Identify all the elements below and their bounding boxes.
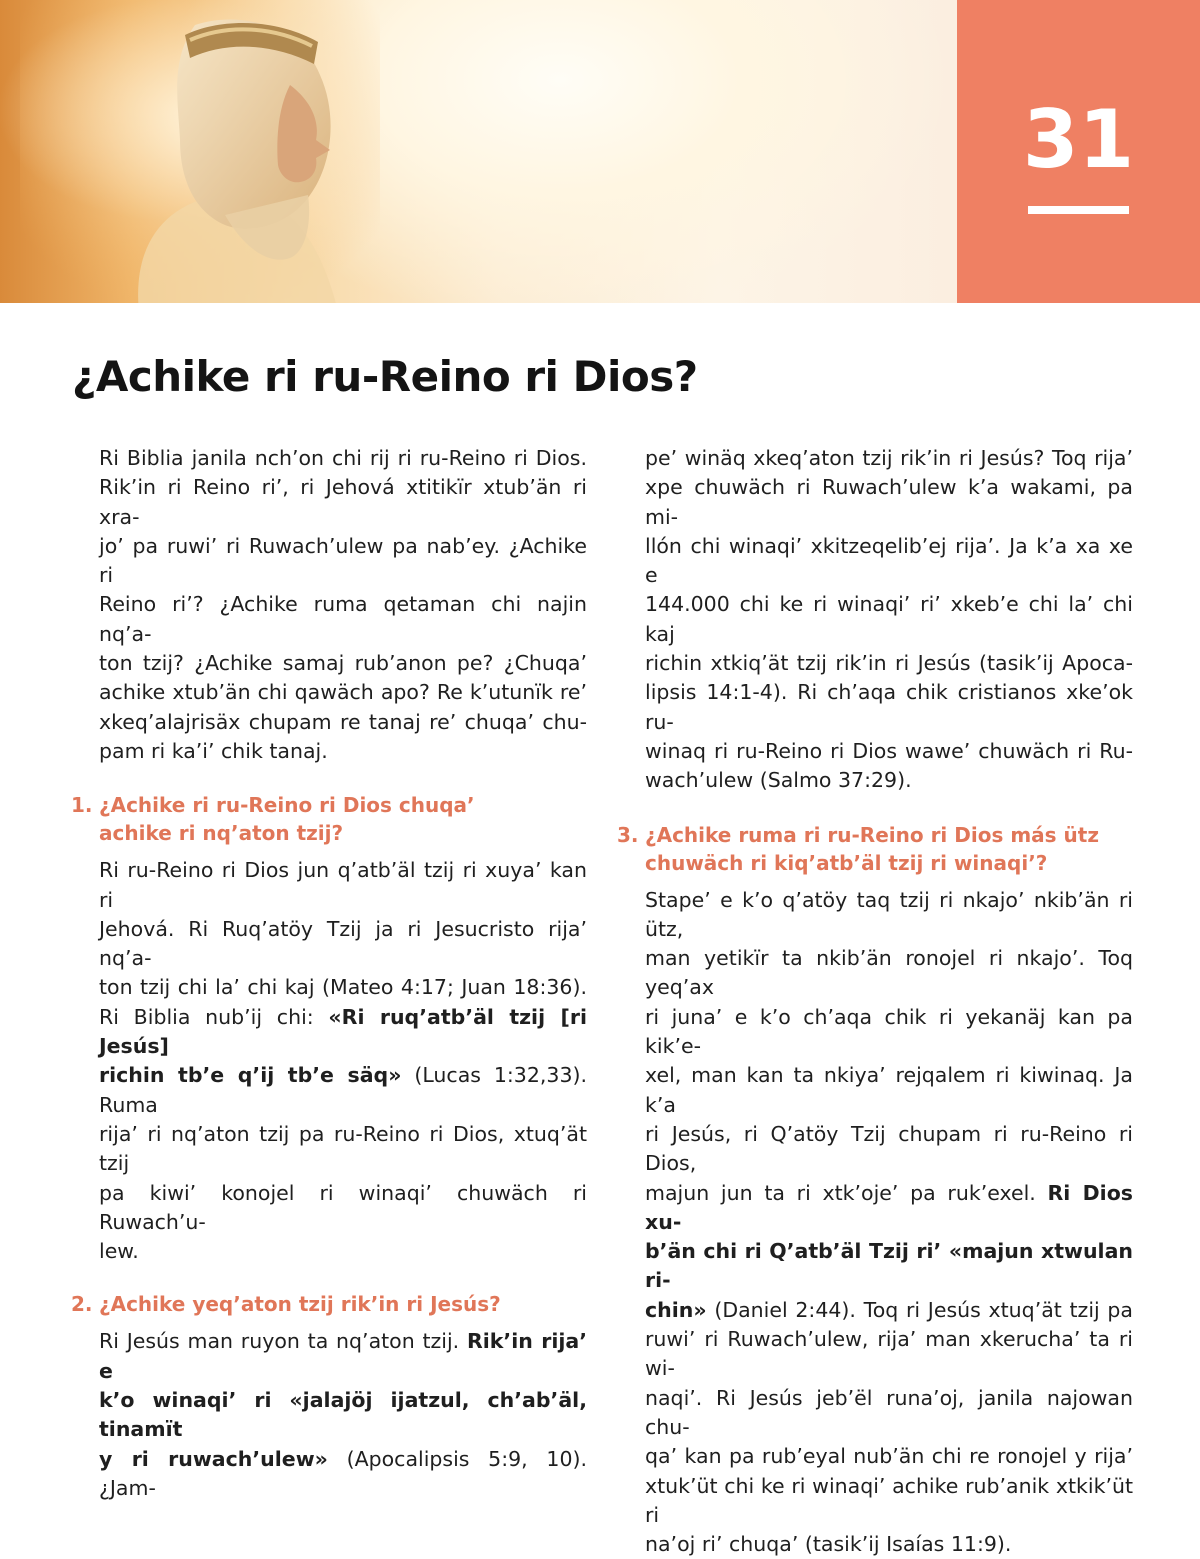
text-line: Reino ri’? ¿Achike ruma qetaman chi najin nq’a- (99, 592, 587, 646)
text-line: Ri ru-Reino ri Dios jun q’atb’äl tzij ri xuya’ kan ri (99, 858, 587, 912)
text-line: na’oj ri’ chuqa’ (tasik’ij Isaías 11:9). (645, 1532, 1012, 1557)
left-column (71, 444, 588, 1503)
text-line: xpe chuwäch ri Ruwach’ulew k’a wakami, pa mi- (645, 475, 1133, 529)
question-line: ¿Achike ri ru-Reino ri Dios chuqa’ (99, 793, 475, 818)
hero-image (0, 0, 957, 303)
text-line: jo’ pa ruwi’ ri Ruwach’ulew pa nab’ey. ¿Achike ri (99, 533, 587, 588)
text-line: rija’ ri nq’aton tzij pa ru-Reino ri Dios, xtuq’ät tzij (99, 1121, 587, 1176)
text-line: pam ri ka’i’ chik tanaj. (99, 738, 328, 763)
text-line: y ri ruwach’ulew» (Apocalipsis 5:9, 10). ¿Jam- (99, 1446, 587, 1500)
text-line: lipsis 14:1-4). Ri ch’aqa chik cristianos xke’ok ru- (645, 680, 1133, 734)
text-line: Ri Jesús man ruyon ta nq’aton tzij. Rik’in rija’ e (99, 1329, 588, 1383)
text-line: b’än chi ri Q’atb’äl Tzij ri’ «majun xtwulan ri- (645, 1239, 1133, 1293)
continuation-paragraph (645, 444, 1133, 796)
text-line: Rik’in ri Reino ri’, ri Jehová xtitikïr xtub’än ri xra- (99, 475, 587, 529)
text-line: Ri Biblia nub’ij chi: «Ri ruq’atb’äl tzij [ri Jesús] (99, 1004, 587, 1059)
text-line: Jehová. Ri Ruq’atöy Tzij ja ri Jesucristo rija’ nq’a- (99, 916, 587, 971)
text-line: xkeq’alajrisäx chupam re tanaj re’ chuqa’ chu- (99, 709, 587, 734)
answer-paragraph-3 (645, 886, 1133, 1559)
lesson-number-underline (1028, 206, 1129, 214)
page-title: ¿Achike ri ru-Reino ri Dios? (72, 352, 698, 401)
text-line: ri Jesús, ri Q’atöy Tzij chupam ri ru-Reino ri Dios, (645, 1121, 1133, 1176)
text-line: richin tb’e q’ij tb’e säq» (Lucas 1:32,33). Ruma (99, 1063, 587, 1117)
question-heading-3 (617, 821, 1133, 877)
question-line: achike ri nq’aton tzij? (99, 821, 344, 846)
question-heading-1 (71, 791, 587, 847)
intro-paragraph (99, 444, 587, 766)
answer-paragraph-1 (99, 856, 587, 1266)
text-line: lew. (99, 1239, 139, 1264)
text-line: naqi’. Ri Jesús jeb’ël runa’oj, janila najowan chu- (645, 1385, 1133, 1439)
text-line: ton tzij chi la’ chi kaj (Mateo 4:17; Juan 18:36). (99, 975, 587, 1000)
answer-paragraph-2 (99, 1327, 587, 1503)
text-line: ruwi’ ri Ruwach’ulew, rija’ man xkerucha’ ta ri wi- (645, 1327, 1133, 1381)
text-line: achike xtub’än chi qawäch apo? Re k’utunïk re’ (99, 680, 587, 705)
text-line: llón chi winaqi’ xkitzeqelib’ej rija’. Ja k’a xa xe e (645, 533, 1133, 588)
text-line: richin xtkiq’ät tzij rik’in ri Jesús (tasik’ij Apoca- (645, 651, 1133, 676)
lesson-number-block (957, 0, 1200, 303)
text-line: wach’ulew (Salmo 37:29). (645, 768, 912, 793)
text-line: qa’ kan pa rub’eyal nub’än chi re ronojel y rija’ (645, 1444, 1133, 1469)
text-line: xtuk’üt chi ke ri winaqi’ achike rub’anik xtkik’üt ri (645, 1473, 1133, 1527)
crowned-figure-illustration (20, 0, 380, 303)
text-line: Stape’ e k’o q’atöy taq tzij ri nkajo’ nkib’än ri ütz, (645, 887, 1133, 941)
lesson-number: 31 (1022, 93, 1135, 186)
text-line: k’o winaqi’ ri «jalajöj ijatzul, ch’ab’äl, tinamït (99, 1388, 587, 1442)
question-line: ¿Achike yeq’aton tzij rik’in ri Jesús? (99, 1292, 501, 1317)
text-line: chin» (Daniel 2:44). Toq ri Jesús xtuq’ät tzij pa (645, 1297, 1133, 1322)
text-line: ri juna’ e k’o ch’aqa chik ri yekanäj kan pa kik’e- (645, 1004, 1133, 1059)
question-heading-2 (71, 1290, 587, 1318)
text-line: pa kiwi’ konojel ri winaqi’ chuwäch ri Ruwach’u- (99, 1180, 587, 1234)
question-number: 3. (617, 822, 639, 847)
text-line: majun jun ta ri xtk’oje’ pa ruk’exel. Ri Dios xu- (645, 1180, 1133, 1234)
question-line: ¿Achike ruma ri ru-Reino ri Dios más ütz (645, 822, 1099, 847)
question-number: 2. (71, 1292, 93, 1317)
question-number: 1. (71, 793, 93, 818)
question-line: chuwäch ri kiq’atb’äl tzij ri winaqi’? (645, 850, 1048, 875)
text-line: pe’ winäq xkeq’aton tzij rik’in ri Jesús? Toq rija’ (645, 446, 1133, 470)
text-line: 144.000 chi ke ri winaqi’ ri’ xkeb’e chi la’ chi kaj (645, 592, 1133, 646)
text-line: winaq ri ru-Reino ri Dios wawe’ chuwäch ri Ru- (645, 738, 1133, 763)
text-line: Ri Biblia janila nch’on chi rij ri ru-Reino ri Dios. (99, 446, 587, 470)
text-line: xel, man kan ta nkiya’ rejqalem ri kiwinaq. Ja k’a (645, 1063, 1133, 1117)
right-column (617, 444, 1133, 1559)
text-line: man yetikïr ta nkib’än ronojel ri nkajo’. Toq yeq’ax (645, 946, 1133, 1000)
text-line: ton tzij? ¿Achike samaj rub’anon pe? ¿Chuqa’ (99, 651, 587, 676)
